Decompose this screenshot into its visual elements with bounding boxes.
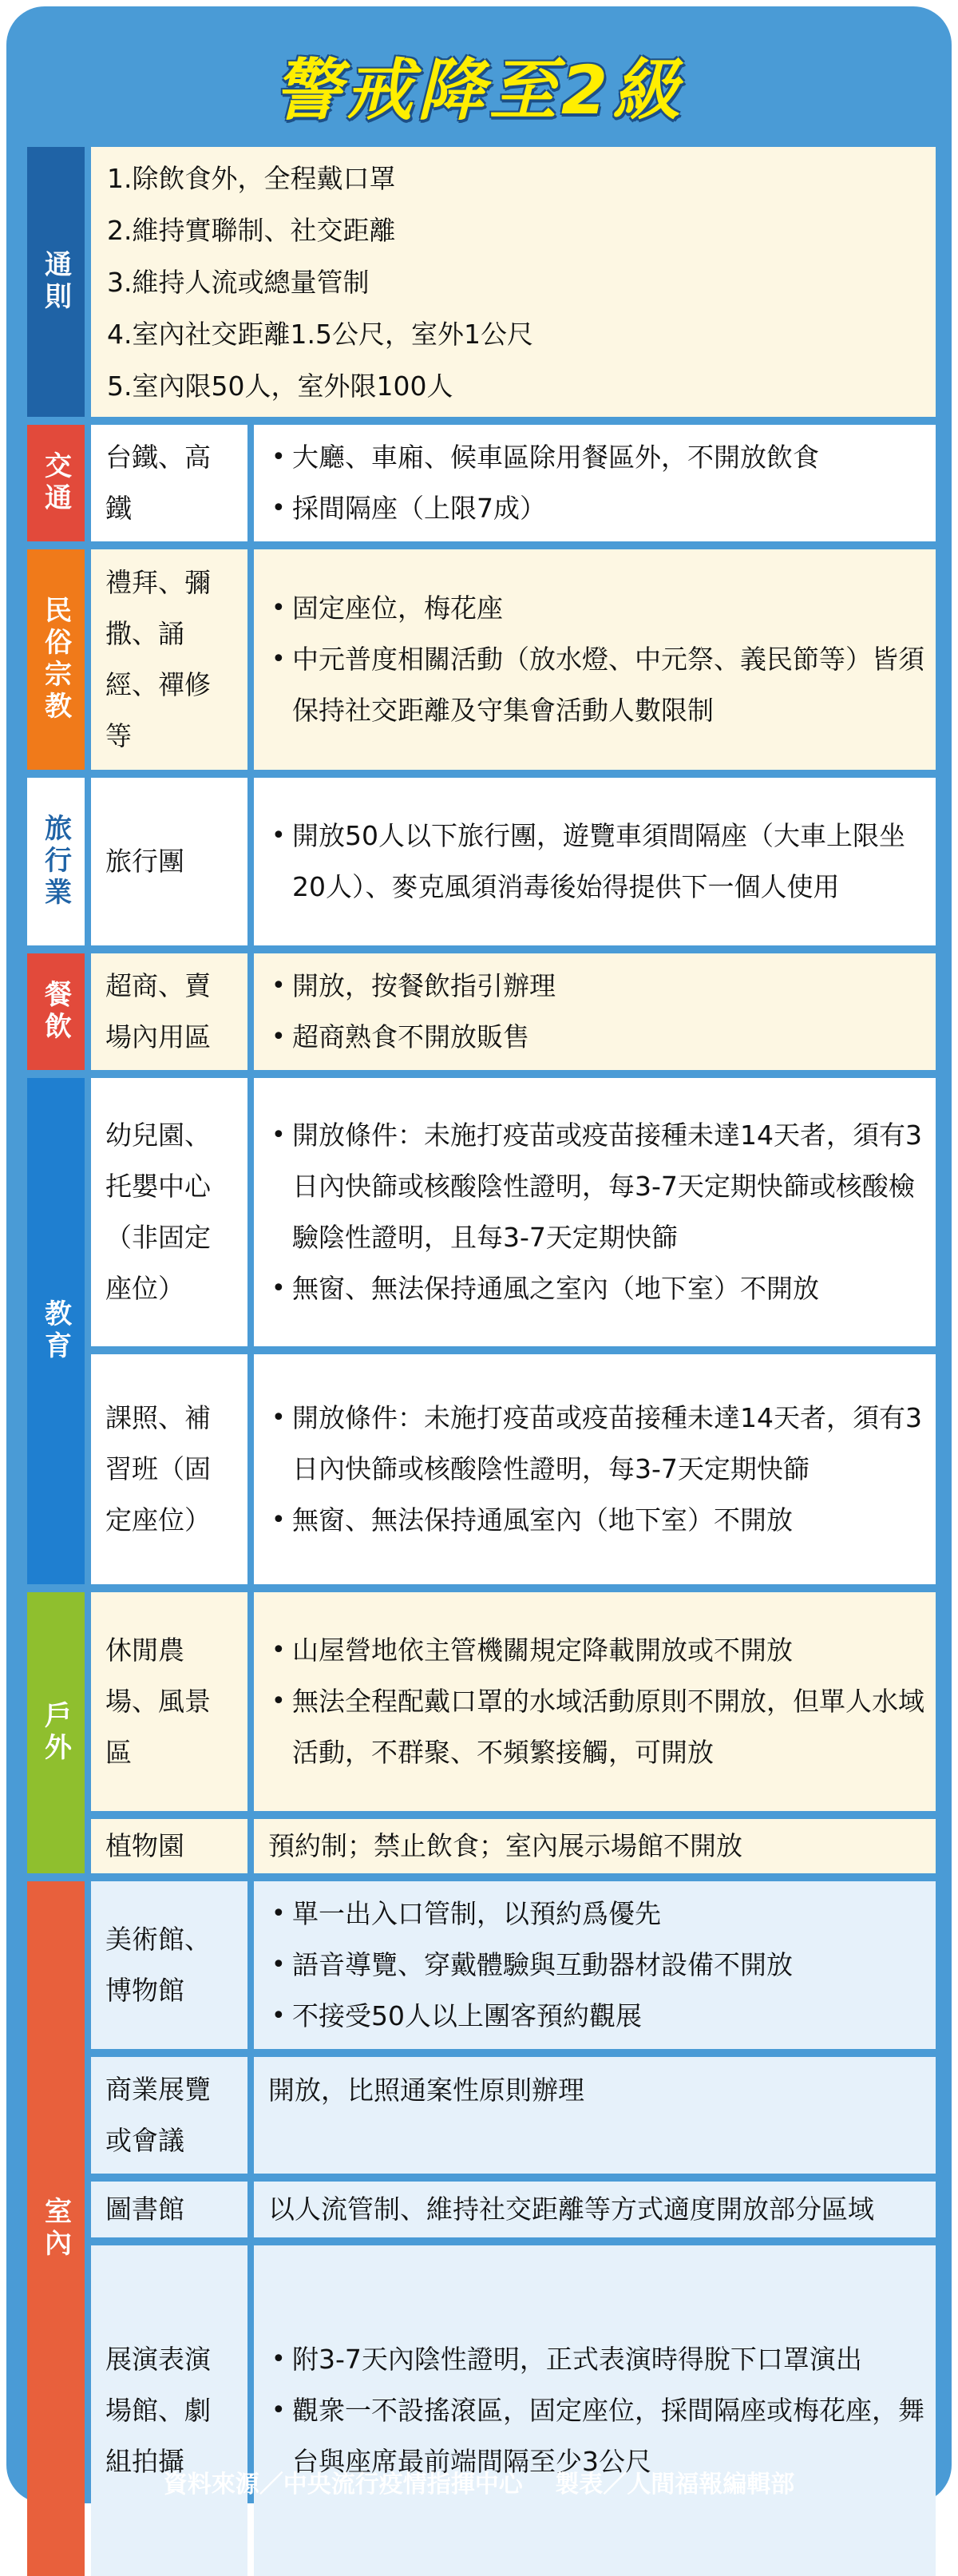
row-general (27, 147, 936, 417)
row-education-kindergarten (27, 1078, 936, 1346)
category-indoor: 室內 (27, 1881, 85, 2576)
subcategory-label: 超商、賣場內用區 (91, 953, 247, 1070)
detail-item: • 語音導覽、穿戴體驗與互動器材設備不開放 (268, 1940, 924, 1991)
page-title: 警戒降至2級 (273, 51, 685, 129)
subcategory-label: 圖書館 (91, 2182, 247, 2237)
detail-item: • 開放50人以下旅行團，遊覽車須間隔座（大車上限坐20人）、麥克風須消毒後始得提供下一個人使用 (268, 810, 924, 913)
detail-list (254, 1078, 936, 1346)
subcategory-label: 台鐵、高鐵 (91, 425, 247, 541)
category-transport: 交通 (27, 425, 85, 541)
source-footer (6, 2464, 952, 2499)
detail-list (254, 1354, 936, 1584)
detail-item: • 中元普度相關活動（放水燈、中元祭、義民節等）皆須保持社交距離及守集會活動人數限制 (268, 634, 924, 736)
category-dining: 餐飲 (27, 953, 85, 1070)
detail-item: • 不接受50人以上團客預約觀展 (268, 1991, 924, 2042)
general-rules-list (91, 147, 936, 417)
maker-credit: 製表／人間福報編輯部 (555, 2471, 795, 2499)
row-education-cram-school (27, 1354, 936, 1584)
subcategory-label: 商業展覽或會議 (91, 2057, 247, 2174)
row-indoor-museum (27, 1881, 936, 2049)
rule-item: 5.室內限50人，室外限100人 (107, 370, 453, 402)
subcategory-label: 旅行團 (91, 778, 247, 945)
detail-item: • 觀衆一不設搖滾區，固定座位，採間隔座或梅花座，舞台與座席最前端間隔至少3公尺 (268, 2385, 924, 2487)
subcategory-label: 植物園 (91, 1819, 247, 1873)
detail-list (254, 1592, 936, 1811)
subcategory-label: 幼兒園、托嬰中心（非固定座位） (91, 1078, 247, 1346)
category-religion: 民俗宗教 (27, 549, 85, 770)
detail-list (254, 778, 936, 945)
detail-item: • 附3-7天內陰性證明，正式表演時得脫下口罩演出 (268, 2334, 924, 2385)
row-religion (27, 549, 936, 770)
detail-item: • 無窗、無法保持通風室內（地下室）不開放 (268, 1495, 924, 1546)
detail-text: 開放，比照通案性原則辦理 (254, 2057, 936, 2174)
detail-item: • 無法全程配戴口罩的水域活動原則不開放，但單人水域活動，不群聚、不頻繁接觸，可開放 (268, 1676, 924, 1778)
category-outdoor: 戶外 (27, 1592, 85, 1873)
infographic-frame (6, 6, 952, 2503)
detail-list (254, 1881, 936, 2049)
subcategory-label: 禮拜、彌撒、誦經、禪修等 (91, 549, 247, 770)
rule-item: 1.除飲食外，全程戴口罩 (107, 162, 396, 194)
rule-item: 4.室內社交距離1.5公尺，室外1公尺 (107, 318, 533, 350)
detail-item: • 單一出入口管制，以預約爲優先 (268, 1888, 924, 1940)
detail-item: • 開放條件：未施打疫苗或疫苗接種未達14天者，須有3日內快篩或核酸陰性證明，每3-7天定期快篩 (268, 1393, 924, 1495)
row-travel (27, 778, 936, 945)
detail-item: • 開放條件：未施打疫苗或疫苗接種未達14天者，須有3日內快篩或核酸陰性證明，每3-7天定期快篩或核酸檢驗陰性證明，且每3-7天定期快篩 (268, 1110, 924, 1263)
category-education: 教育 (27, 1078, 85, 1584)
row-dining (27, 953, 936, 1070)
row-outdoor-botanical (27, 1819, 936, 1873)
detail-text: 預約制；禁止飲食；室內展示場館不開放 (254, 1819, 936, 1873)
detail-list (254, 2245, 936, 2576)
row-indoor-performance (27, 2245, 936, 2576)
detail-text: 以人流管制、維持社交距離等方式適度開放部分區域 (254, 2182, 936, 2237)
row-indoor-library (27, 2182, 936, 2237)
row-transport (27, 425, 936, 541)
detail-item: • 固定座位，梅花座 (268, 583, 924, 634)
row-outdoor-farm (27, 1592, 936, 1811)
detail-item: • 超商熟食不開放販售 (268, 1012, 924, 1063)
source-credit: 資料來源／中央流行疫情指揮中心 (163, 2471, 523, 2499)
detail-list (254, 549, 936, 770)
subcategory-label: 課照、補習班（固定座位） (91, 1354, 247, 1584)
rule-item: 3.維持人流或總量管制 (107, 266, 370, 298)
detail-item: • 大廳、車廂、候車區除用餐區外，不開放飲食 (268, 432, 924, 483)
category-travel: 旅行業 (27, 778, 85, 945)
detail-item: • 山屋營地依主管機關規定降載開放或不開放 (268, 1625, 924, 1676)
detail-list (254, 953, 936, 1070)
category-general: 通則 (27, 147, 85, 417)
subcategory-label: 休閒農場、風景區 (91, 1592, 247, 1811)
detail-item: • 採間隔座（上限7成） (268, 483, 924, 534)
subcategory-label: 展演表演場館、劇組拍攝 (91, 2245, 247, 2576)
row-indoor-exhibition (27, 2057, 936, 2174)
detail-item: • 開放，按餐飲指引辦理 (268, 961, 924, 1012)
detail-list (254, 425, 936, 541)
rule-item: 2.維持實聯制、社交距離 (107, 214, 396, 246)
detail-item: • 無窗、無法保持通風之室內（地下室）不開放 (268, 1263, 924, 1314)
subcategory-label: 美術館、博物館 (91, 1881, 247, 2049)
